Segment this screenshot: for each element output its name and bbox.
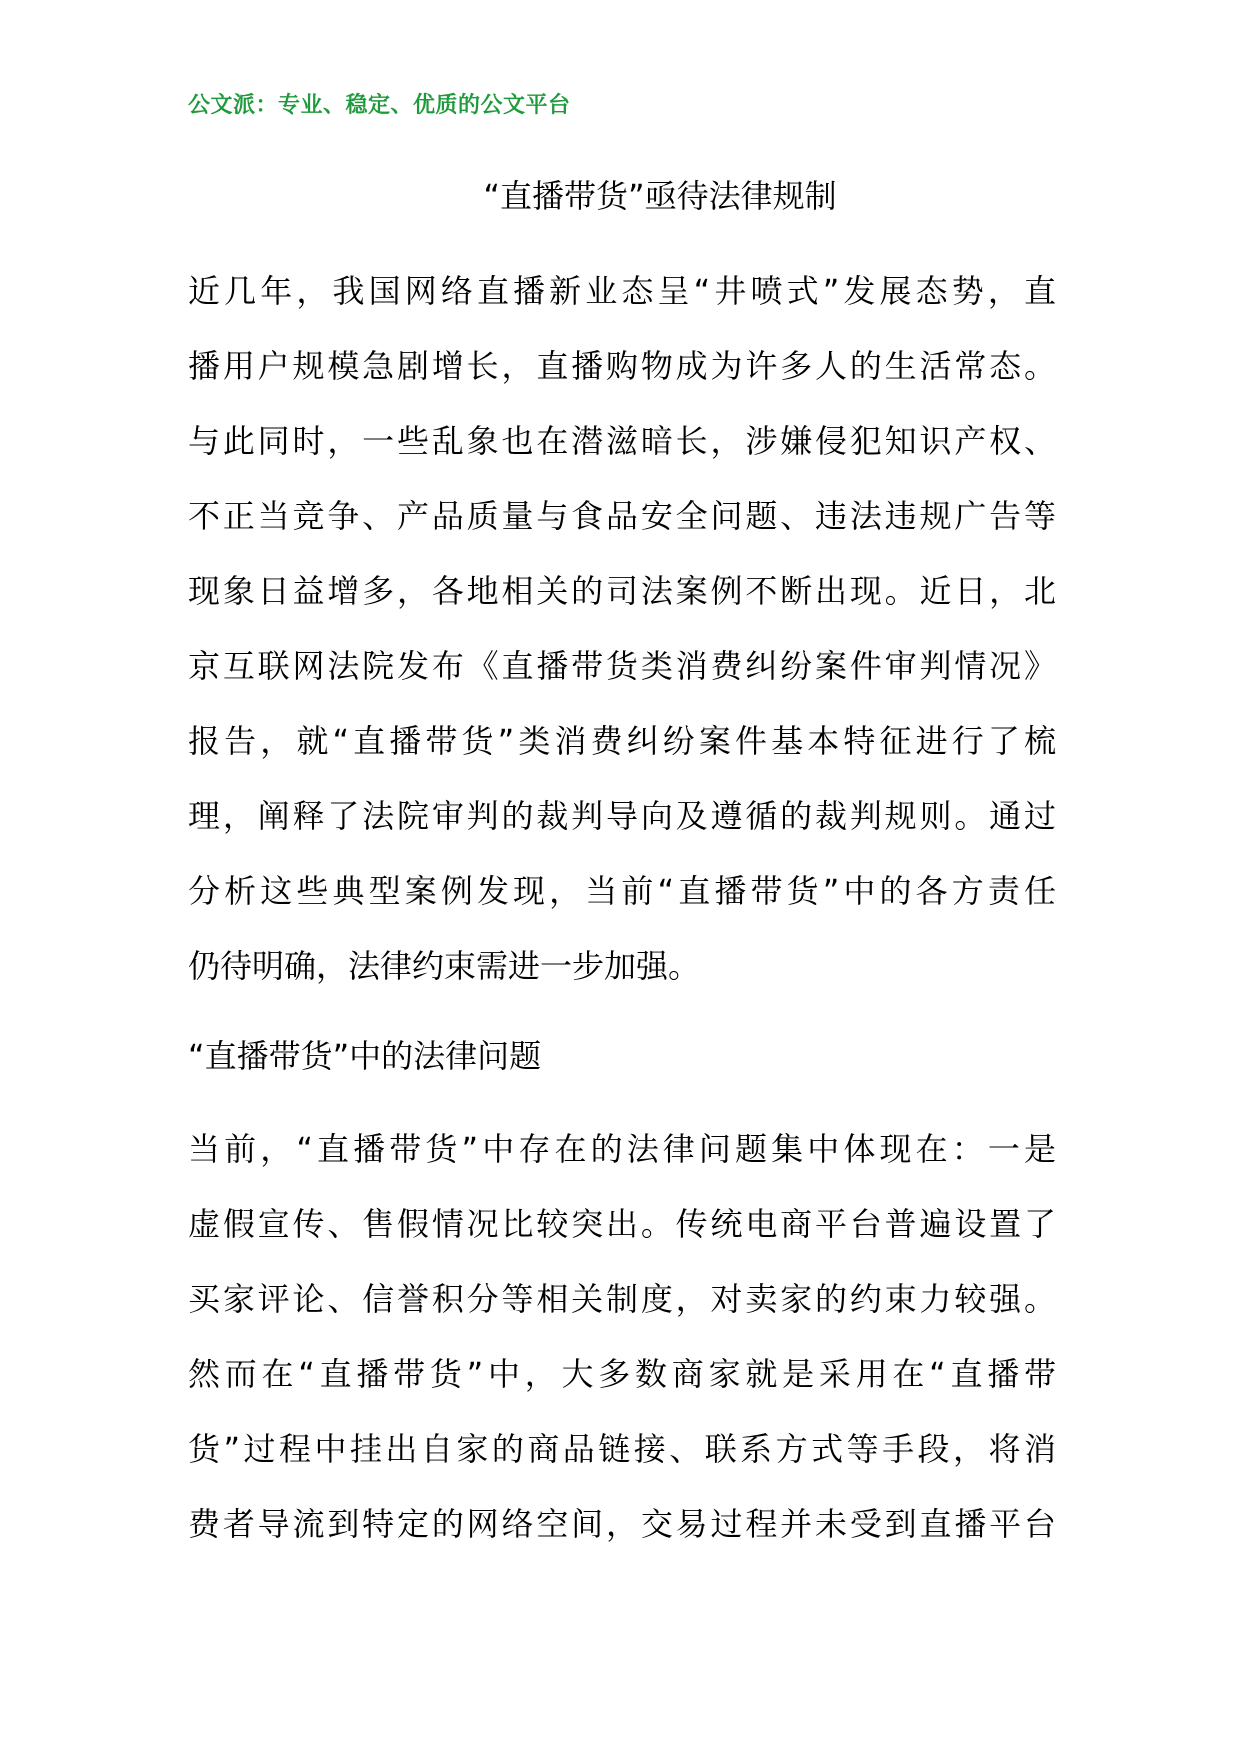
paragraph-line: 与此同时，一些乱象也在潜滋暗长，涉嫌侵犯知识产权、 <box>188 422 1056 460</box>
paragraph-line: 买家评论、信誉积分等相关制度，对卖家的约束力较强。 <box>188 1280 1056 1318</box>
paragraph-line: 理，阐释了法院审判的裁判导向及遵循的裁判规则。通过 <box>188 797 1056 835</box>
paragraph-line: 近几年，我国网络直播新业态呈“井喷式”发展态势，直 <box>188 272 1056 310</box>
paragraph-line: 分析这些典型案例发现，当前“直播带货”中的各方责任 <box>188 872 1056 910</box>
paragraph-line: 费者导流到特定的网络空间，交易过程并未受到直播平台 <box>188 1505 1056 1543</box>
paragraph-line: 当前，“直播带货”中存在的法律问题集中体现在：一是 <box>188 1130 1056 1168</box>
paragraph-line: 报告，就“直播带货”类消费纠纷案件基本特征进行了梳 <box>188 722 1056 760</box>
paragraph-line: 不正当竞争、产品质量与食品安全问题、违法违规广告等 <box>188 497 1056 535</box>
paragraph-line: 虚假宣传、售假情况比较突出。传统电商平台普遍设置了 <box>188 1205 1056 1243</box>
section-subheading: “直播带货”中的法律问题 <box>188 1037 542 1075</box>
paragraph-line: 现象日益增多，各地相关的司法案例不断出现。近日，北 <box>188 572 1056 610</box>
paragraph-1 <box>188 254 1056 1004</box>
paragraph-line: 仍待明确，法律约束需进一步加强。 <box>188 947 701 985</box>
paragraph-line: 然而在“直播带货”中，大多数商家就是采用在“直播带 <box>188 1355 1056 1393</box>
document-title-text: “直播带货”亟待法律规制 <box>483 177 837 215</box>
paragraph-2 <box>188 1112 1056 1562</box>
paragraph-line: 货”过程中挂出自家的商品链接、联系方式等手段，将消 <box>188 1430 1056 1468</box>
site-slogan: 公文派：专业、稳定、优质的公文平台 <box>188 93 571 118</box>
document-title <box>0 172 1240 220</box>
paragraph-line: 播用户规模急剧增长，直播购物成为许多人的生活常态。 <box>188 347 1056 385</box>
paragraph-line: 京互联网法院发布《直播带货类消费纠纷案件审判情况》 <box>188 647 1056 685</box>
